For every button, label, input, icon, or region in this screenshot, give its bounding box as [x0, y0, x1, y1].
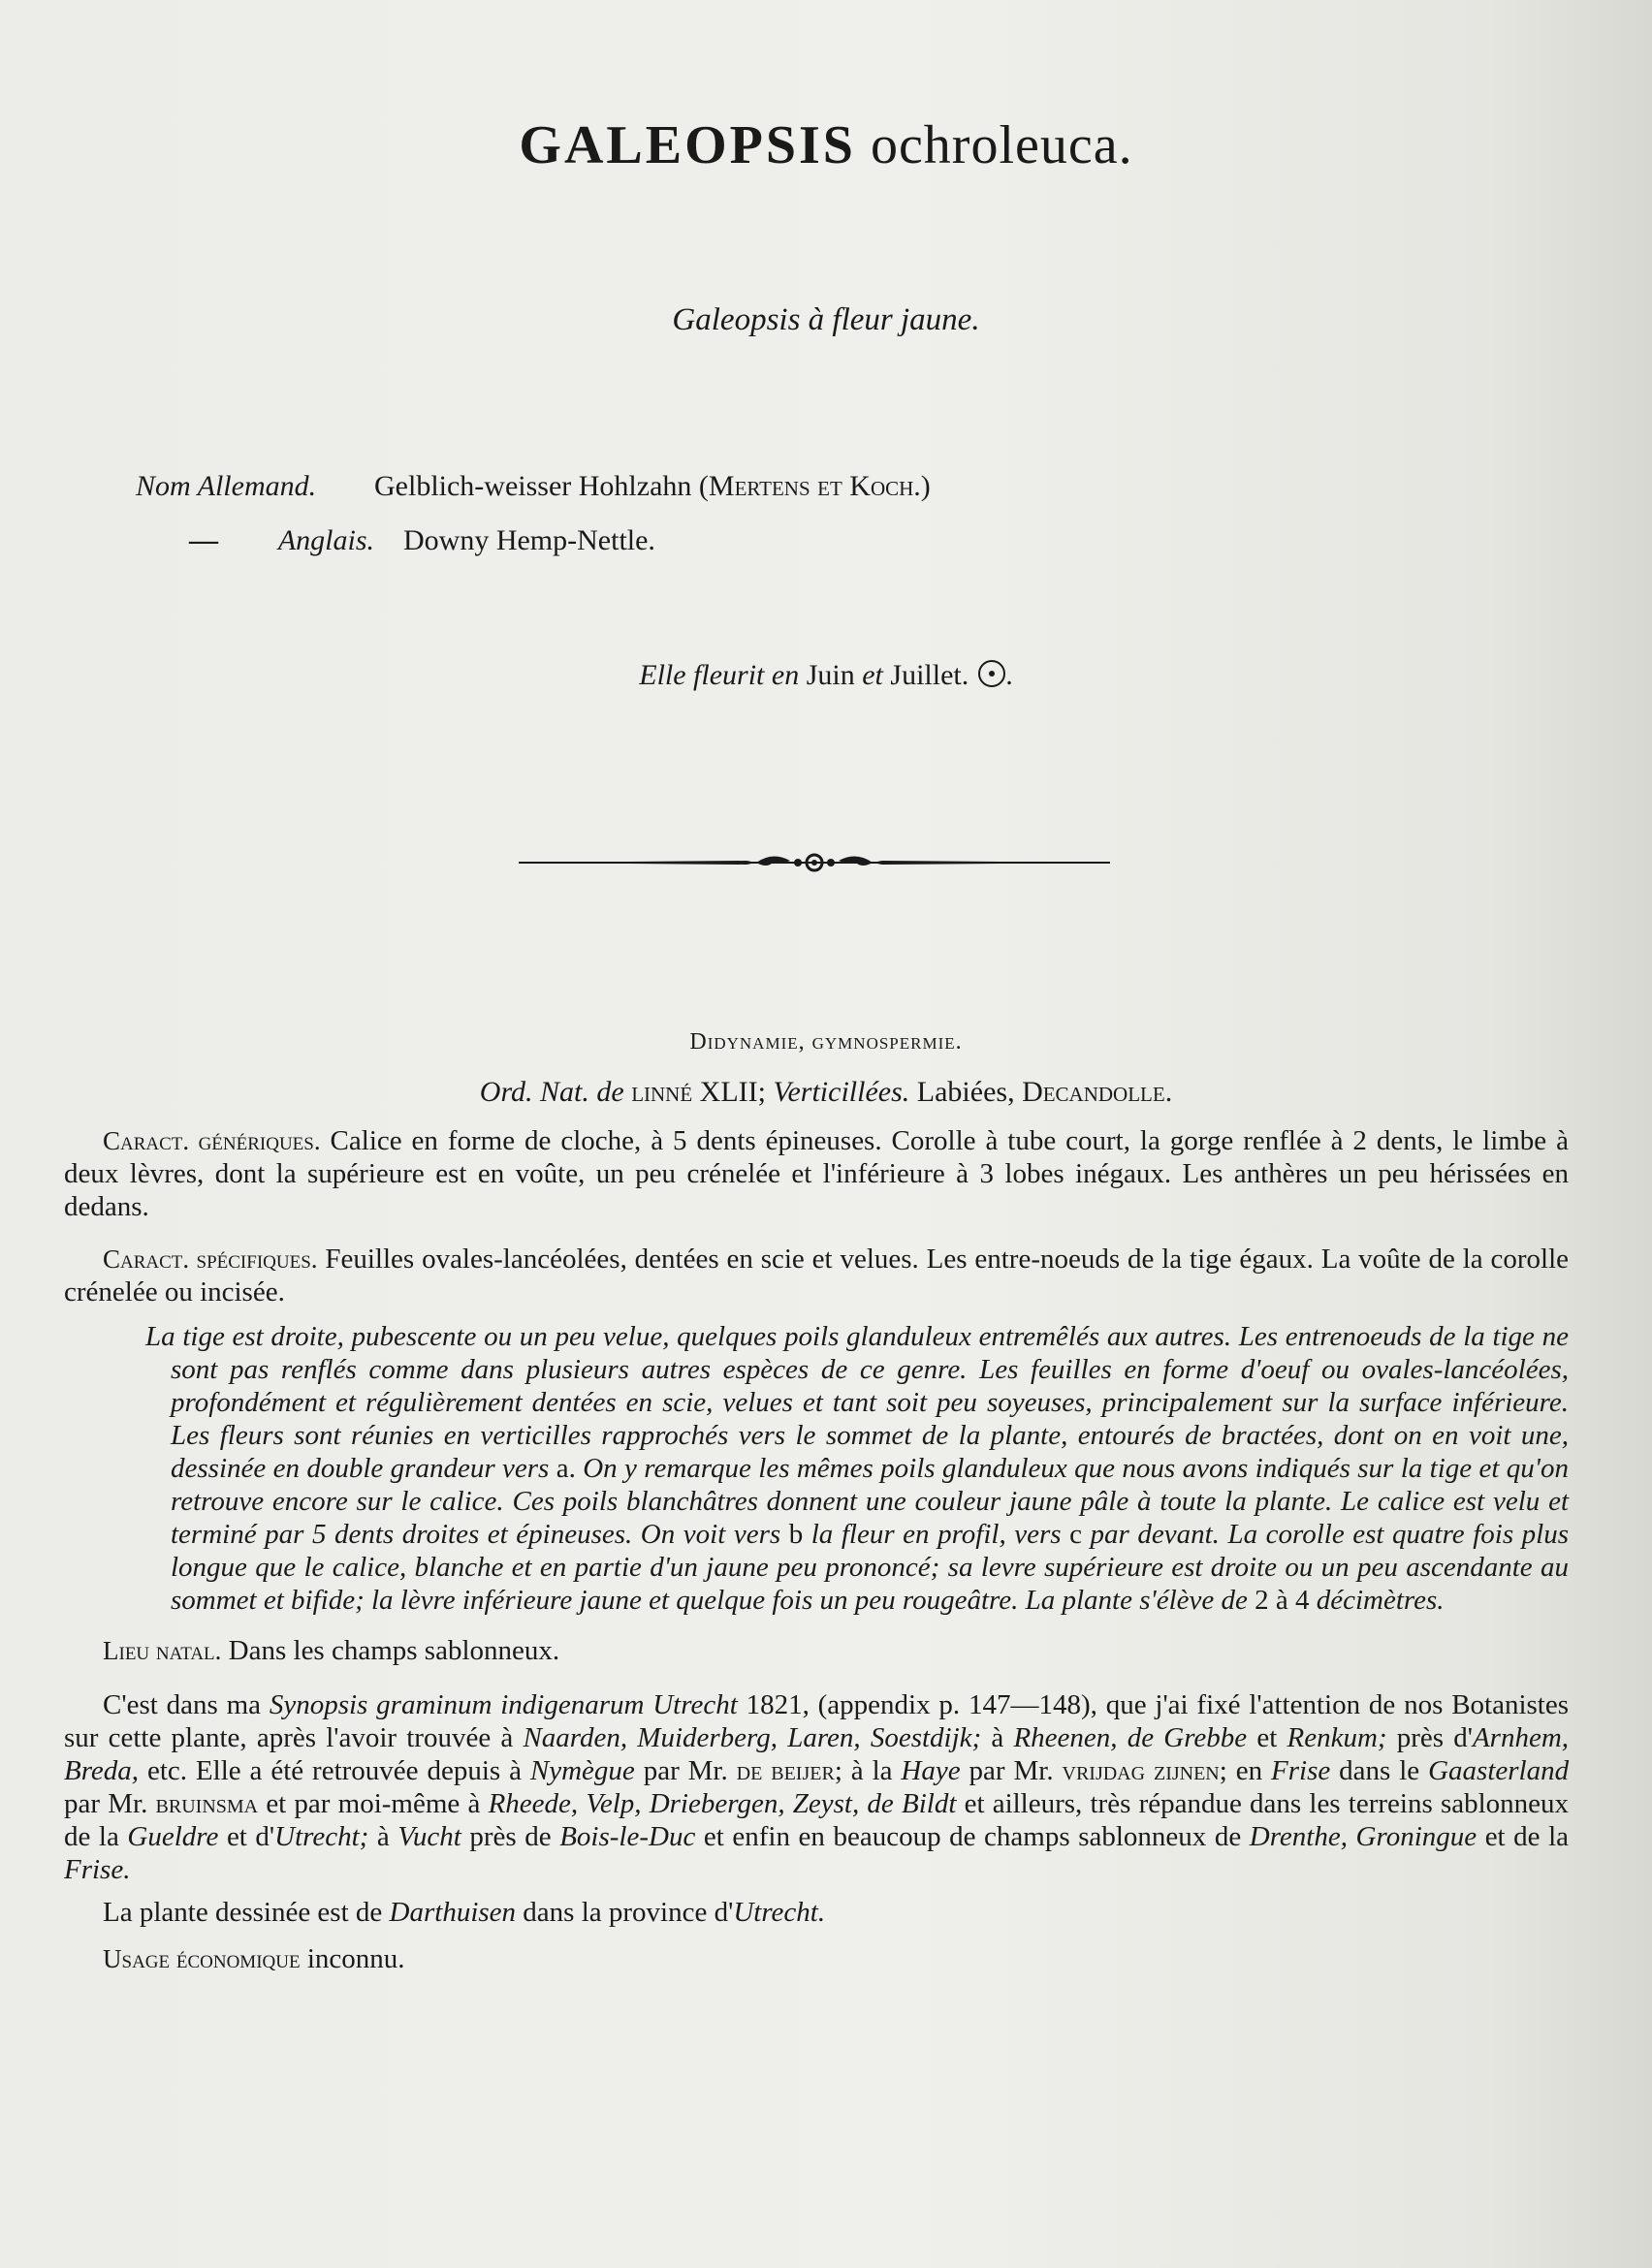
syn-text: et d'	[226, 1821, 275, 1852]
usage-text: inconnu.	[306, 1943, 405, 1974]
syn-text: à	[376, 1821, 390, 1852]
specific-text: Feuilles ovales-lancéolées, dentées en scie et velues. Les entre-noeuds de la tige égaux. La voûte de la corolle crénelée ou incisée.	[64, 1244, 1569, 1307]
desc-part2: On y remarque les mêmes poils glanduleux que nous avons indiqués sur la tige et qu'on retrouve encore sur le calice. Ces poils blanchâtres donnent une couleur jaune pâle à toute la plante. Le calice est velu et terminé par 5 dents droites et épineuses. On voit vers	[171, 1453, 1570, 1550]
generic-characters	[64, 1124, 1569, 1223]
syn-place: Haye	[901, 1755, 961, 1786]
ord-nat-label: Ord. Nat.	[479, 1076, 589, 1108]
height-range: 2 à 4	[1255, 1585, 1310, 1616]
english-name-row	[136, 514, 931, 568]
desc-part4: par devant. La corolle est quatre fois plus longue que le calice, blanche et en partie d'un jaune peu prononcé; sa levre supérieure est droite ou un peu ascendante au sommet et bifide; la lèvre inférieure jaune et quelque fois un peu rougeâtre. La plante s'élève de	[171, 1519, 1569, 1616]
syn-place: Nymègue	[529, 1755, 635, 1786]
syn-place: Drenthe, Groningue	[1249, 1821, 1477, 1852]
ditto-dash: —	[189, 524, 218, 556]
origin-text: La plante dessinée est de	[103, 1897, 383, 1928]
english-label: Anglais.	[277, 524, 374, 556]
german-close: )	[920, 470, 931, 502]
syn-text: par Mr.	[643, 1755, 728, 1786]
usage-label: Usage économique	[103, 1944, 301, 1973]
generic-text: Calice en forme de cloche, à 5 dents épineuses. Corolle à tube court, la gorge renflée à 2 dents, le limbe à deux lèvres, dont la supérieure est en voûte, un peu crénelée et l'inférieure à 3 lobes inégaux. Les anthères un peu hérissées en dedans.	[64, 1125, 1569, 1222]
ord-de: de	[596, 1076, 624, 1108]
syn-place: Rheenen, de Grebbe	[1013, 1722, 1248, 1753]
decandolle-name: Decandolle.	[1022, 1076, 1173, 1108]
annual-sun-icon	[978, 660, 1005, 687]
generic-label: Caract. génériques.	[103, 1126, 321, 1155]
origin-province: Utrecht.	[733, 1897, 826, 1928]
german-name-row	[136, 459, 931, 514]
labiees: Labiées,	[916, 1076, 1015, 1108]
habitat-text: Dans les champs sablonneux.	[228, 1635, 560, 1666]
specific-characters	[64, 1243, 1569, 1308]
syn-text: près de	[469, 1821, 552, 1852]
syn-text: près d'	[1396, 1722, 1473, 1753]
syn-person: bruinsma	[155, 1788, 259, 1819]
figure-ref-b: b	[788, 1519, 804, 1550]
syn-text: et enfin en beaucoup de champs sablonneux de	[703, 1821, 1242, 1852]
syn-place: Naarden, Muiderberg, Laren, Soestdijk;	[523, 1722, 982, 1753]
syn-text: et	[1256, 1722, 1278, 1753]
flowering-et: et	[862, 659, 883, 691]
syn-text: 1821, (appendix p. 147—148), que j'ai fixé l'attention de nos Botanistes sur cette plante, après l'avoir trouvée à	[64, 1689, 1570, 1753]
syn-place: Renkum;	[1287, 1722, 1387, 1753]
syn-text: et par moi-même à	[266, 1788, 481, 1819]
verticillees: Verticillées.	[773, 1076, 910, 1108]
syn-place: Frise	[1271, 1755, 1331, 1786]
natural-order	[0, 1076, 1652, 1109]
syn-place: Gaasterland	[1428, 1755, 1570, 1786]
flowering-dot: .	[1005, 659, 1013, 691]
syn-place: Bois-le-Duc	[559, 1821, 696, 1852]
common-names	[136, 459, 931, 568]
syn-text: et de la	[1484, 1821, 1570, 1852]
origin-place: Darthuisen	[389, 1897, 517, 1928]
habitat	[64, 1634, 1569, 1667]
month-july: Juillet.	[890, 659, 969, 691]
syn-text: par Mr.	[64, 1788, 148, 1819]
syn-ref-title: Synopsis graminum indigenarum Utrecht	[269, 1689, 738, 1720]
syn-person: de beijer	[736, 1755, 835, 1786]
figure-ref-a: a.	[556, 1453, 576, 1484]
syn-place: Frise.	[64, 1854, 131, 1885]
german-authors: Mertens et Koch.	[708, 470, 921, 502]
order-number: XLII;	[699, 1076, 766, 1108]
description-paragraph	[64, 1320, 1569, 1617]
syn-text: etc. Elle a été retrouvée depuis à	[146, 1755, 522, 1786]
syn-place: Arnhem, Breda,	[64, 1722, 1570, 1786]
specimen-origin	[64, 1896, 1569, 1929]
english-name: Downy Hemp-Nettle.	[403, 524, 655, 556]
distribution-paragraph	[64, 1688, 1569, 1886]
desc-part1: La tige est droite, pubescente ou un peu velue, quelques poils glanduleux entremêlés aux autres. Les entrenoeuds de la tige ne sont pas renflés comme dans plusieurs autres espèces de ce genre. Les feuilles en forme d'oeuf ou ovales-lancéolées, profondément et régulièrement dentées en scie, velues et tant soit peu soyeuses, principalement sur la surface inférieure. Les fleurs sont réunies en verticilles rapprochés vers le sommet de la plante, entourés de bractées, dont on en voit une, dessinée en double grandeur vers	[145, 1321, 1569, 1484]
syn-text: à	[991, 1722, 1004, 1753]
syn-text: dans le	[1339, 1755, 1420, 1786]
syn-text: C'est dans ma	[103, 1689, 262, 1720]
flowering-en: en	[771, 659, 800, 691]
flowering-text: Elle fleurit	[639, 659, 765, 691]
syn-text: ; à la	[834, 1755, 893, 1786]
origin-text: dans la province d'	[523, 1897, 734, 1928]
syn-person: vrijdag zijnen	[1062, 1755, 1220, 1786]
syn-place: Rheede, Velp, Driebergen, Zeyst, de Bildt	[488, 1788, 957, 1819]
flowering-period	[0, 659, 1652, 692]
syn-text: et ailleurs, très répandue dans les terreins sablonneux de la	[64, 1788, 1570, 1852]
body-text	[64, 1124, 1569, 1975]
page-title	[0, 114, 1652, 176]
german-name: Gelblich-weisser Hohlzahn (	[374, 470, 709, 502]
specific-label: Caract. spécifiques.	[103, 1244, 318, 1274]
habitat-label: Lieu natal.	[103, 1636, 222, 1665]
ornament-divider	[519, 843, 1110, 882]
desc-part3: la fleur en profil, vers	[810, 1519, 1062, 1550]
syn-place: Gueldre	[127, 1821, 219, 1852]
linnaean-class: Didynamie, gymnospermie.	[689, 1029, 963, 1055]
economic-usage	[64, 1942, 1569, 1975]
syn-place: Utrecht;	[274, 1821, 369, 1852]
syn-text: par Mr.	[969, 1755, 1054, 1786]
syn-place: Vucht	[397, 1821, 461, 1852]
species-name: ochroleuca.	[870, 115, 1133, 175]
syn-text: ; en	[1219, 1755, 1263, 1786]
linne-name: linné	[631, 1076, 693, 1108]
desc-part5: décimètres.	[1316, 1585, 1445, 1616]
genus-name: GALEOPSIS	[519, 115, 856, 175]
german-label: Nom Allemand.	[136, 470, 317, 502]
figure-ref-c: c	[1069, 1519, 1082, 1550]
month-june: Juin	[806, 659, 855, 691]
french-name: Galeopsis à fleur jaune.	[672, 302, 980, 337]
